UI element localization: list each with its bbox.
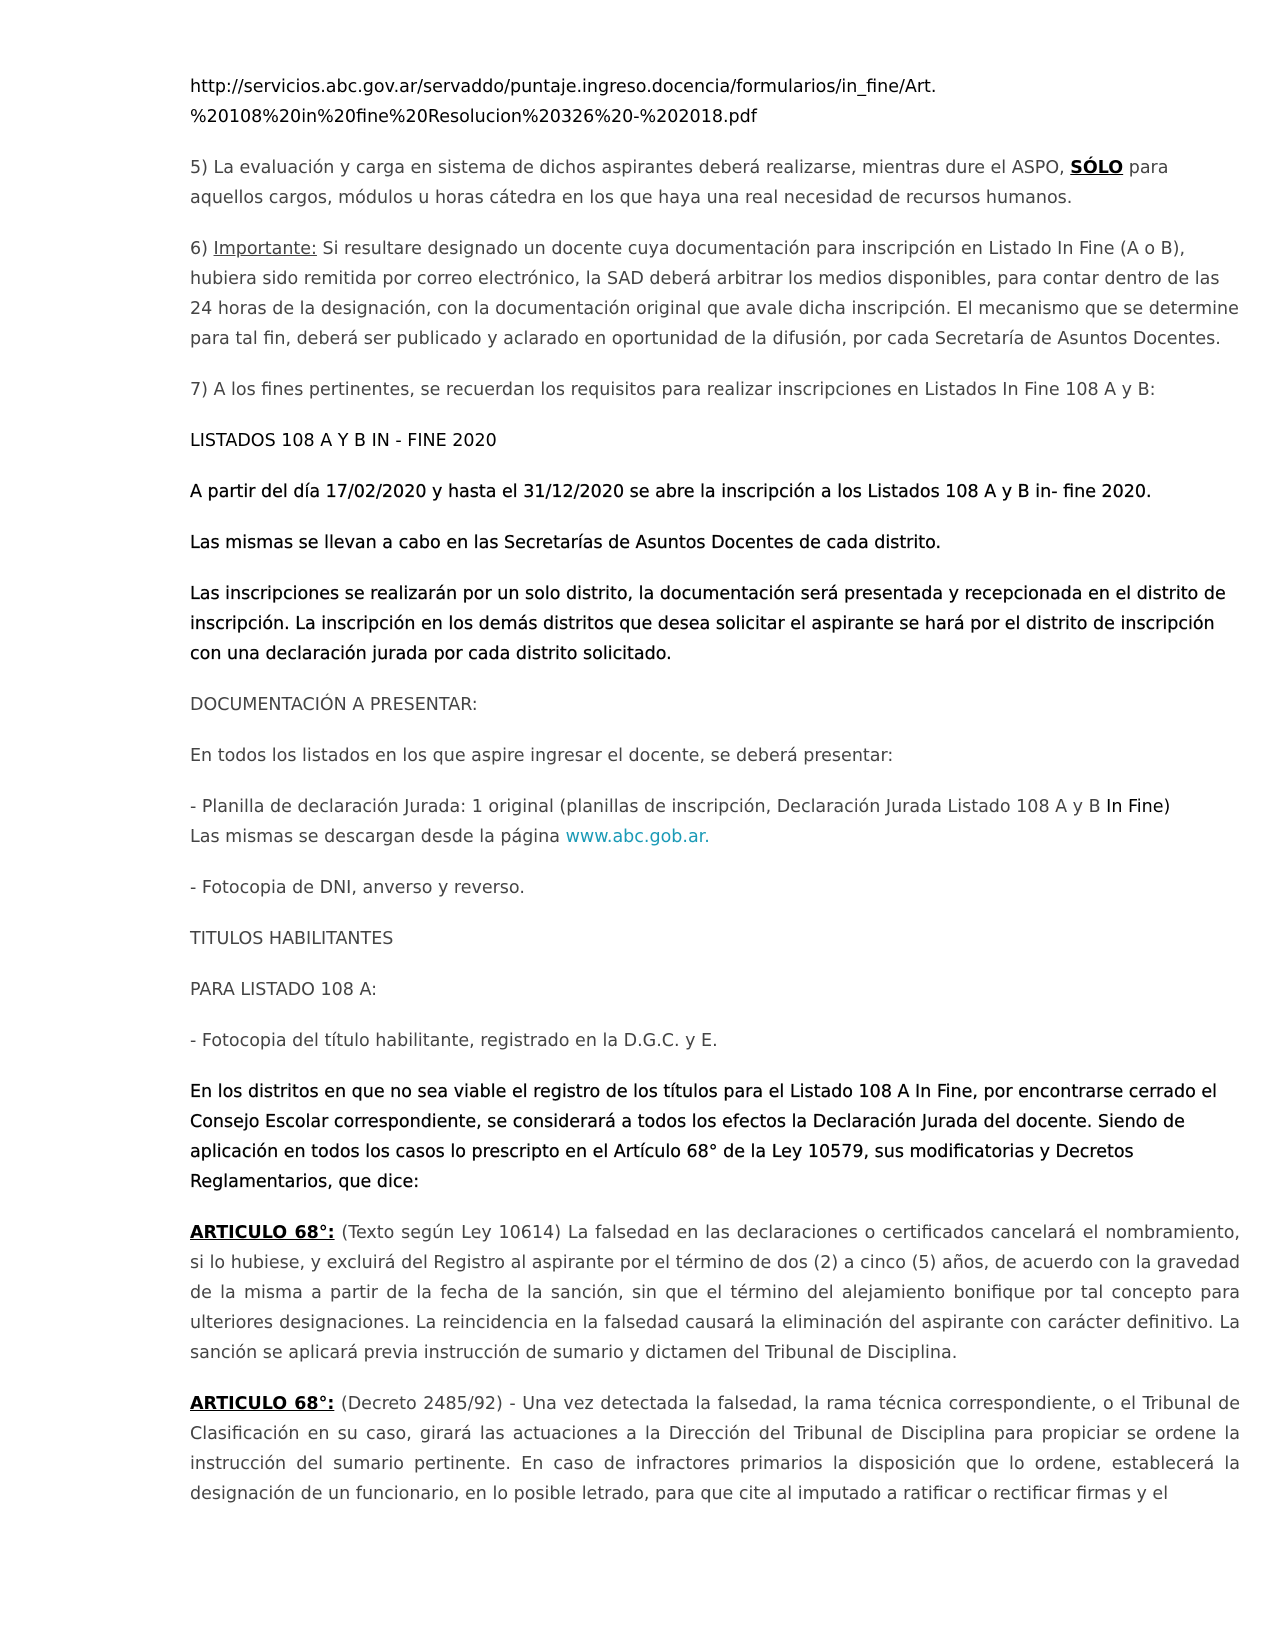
item-5-after: para aquellos cargos, módulos u horas cátedra en los que haya una real necesidad de recursos humanos. xyxy=(190,158,1169,208)
distrito-paragraph: Las inscripciones se realizarán por un solo distrito, la documentación será presentada y recepcionada en el distrito de inscripción. La inscripción en los demás distritos que desea solicitar el aspirante se hará por el distrito de inscripción con una declaración jurada por cada distrito solicitado. xyxy=(190,584,1226,664)
articulo-68-ley-paragraph xyxy=(190,1218,1240,1368)
item-6-text: Si resultare designado un docente cuya documentación para inscripción en Listado In Fine (A o B), hubiera sido remitida por correo electrónico, la SAD deberá arbitrar los medios disponibles, para contar dentro de las 24 horas de la designación, con la documentación original que avale dicha inscripción. El mecanismo que se determine para tal fin, deberá ser publicado y aclarado en oportunidad de la difusión, por cada Secretaría de Asuntos Docentes. xyxy=(190,239,1239,349)
item-7-paragraph: 7) A los fines pertinentes, se recuerdan los requisitos para realizar inscripciones en Listados In Fine 108 A y B: xyxy=(190,380,1156,400)
distritos-no-viable-paragraph: En los distritos en que no sea viable el registro de los títulos para el Listado 108 A In Fine, por encontrarse cerrado el Consejo Escolar correspondiente, se considerará a todos los efectos la Declaración Jurada del docente. Siendo de aplicación en todos los casos lo prescripto en el Artículo 68° de la Ley 10579, sus modificatorias y Decretos Reglamentarios, que dice: xyxy=(190,1082,1217,1192)
item-6-paragraph xyxy=(190,234,1240,354)
articulo-68-decreto-text: (Decreto 2485/92) - Una vez detectada la falsedad, la rama técnica correspondiente, o el Tribunal de Clasificación en su caso, girará las actuaciones a la Dirección del Tribunal de Disciplina para propiciar se ordene la instrucción del sumario pertinente. En caso de infractores primarios la disposición que lo ordene, establecerá la designación de un funcionario, en lo posible letrado, para que cite al imputado a ratificar o rectificar firmas y el xyxy=(190,1394,1240,1504)
articulo-68-decreto-paragraph xyxy=(190,1389,1240,1509)
planilla-paragraph xyxy=(190,792,1240,852)
abc-website-link[interactable]: www.abc.gob.ar. xyxy=(565,827,710,847)
document-page xyxy=(190,72,1240,1530)
item-6-prefix: 6) xyxy=(190,239,214,259)
url-paragraph xyxy=(190,72,1240,132)
fotocopia-titulo-paragraph: - Fotocopia del título habilitante, registrado en la D.G.C. y E. xyxy=(190,1031,718,1051)
articulo-68-ley-text: (Texto según Ley 10614) La falsedad en las declaraciones o certificados cancelará el nombramiento, si lo hubiese, y excluirá del Registro al aspirante por el término de dos (2) a cinco (5) años, de acuerdo con la gravedad de la misma a partir de la fecha de la sanción, sin que el término del alejamiento bonifique por tal concepto para ulteriores designaciones. La reincidencia en la falsedad causará la eliminación del aspirante con carácter definitivo. La sanción se aplicará previa instrucción de sumario y dictamen del Tribunal de Disciplina. xyxy=(190,1223,1240,1363)
item-5-paragraph xyxy=(190,153,1240,213)
item-5-before: 5) La evaluación y carga en sistema de dichos aspirantes deberá realizarse, mientras dure el ASPO, xyxy=(190,158,1071,178)
planilla-infine: In Fine) xyxy=(1106,797,1171,817)
item-6-label: Importante: xyxy=(213,239,317,259)
titulos-heading: TITULOS HABILITANTES xyxy=(190,929,394,949)
item-5-emphasis: SÓLO xyxy=(1070,158,1124,178)
documentacion-intro: En todos los listados en los que aspire ingresar el docente, se deberá presentar: xyxy=(190,746,894,766)
listados-title: LISTADOS 108 A Y B IN - FINE 2020 xyxy=(190,431,497,451)
dni-paragraph: - Fotocopia de DNI, anverso y reverso. xyxy=(190,878,525,898)
url-line-2[interactable]: %20108%20in%20fine%20Resolucion%20326%20-%202018.pdf xyxy=(190,107,757,127)
listado-108a-heading: PARA LISTADO 108 A: xyxy=(190,980,378,1000)
secretarias-paragraph: Las mismas se llevan a cabo en las Secretarías de Asuntos Docentes de cada distrito. xyxy=(190,533,942,553)
documentacion-heading: DOCUMENTACIÓN A PRESENTAR: xyxy=(190,695,478,715)
inscripcion-dates-paragraph: A partir del día 17/02/2020 y hasta el 31/12/2020 se abre la inscripción a los Listados 108 A y B in- fine 2020. xyxy=(190,482,1152,502)
articulo-68-decreto-label: ARTICULO 68°: xyxy=(190,1394,335,1414)
url-line-1[interactable]: http://servicios.abc.gov.ar/servaddo/puntaje.ingreso.docencia/formularios/in_fine/Art. xyxy=(190,77,937,97)
planilla-descarga: Las mismas se descargan desde la página xyxy=(190,827,566,847)
planilla-text: - Planilla de declaración Jurada: 1 original (planillas de inscripción, Declaración Jurada Listado 108 A y B xyxy=(190,797,1107,817)
articulo-68-ley-label: ARTICULO 68°: xyxy=(190,1223,335,1243)
